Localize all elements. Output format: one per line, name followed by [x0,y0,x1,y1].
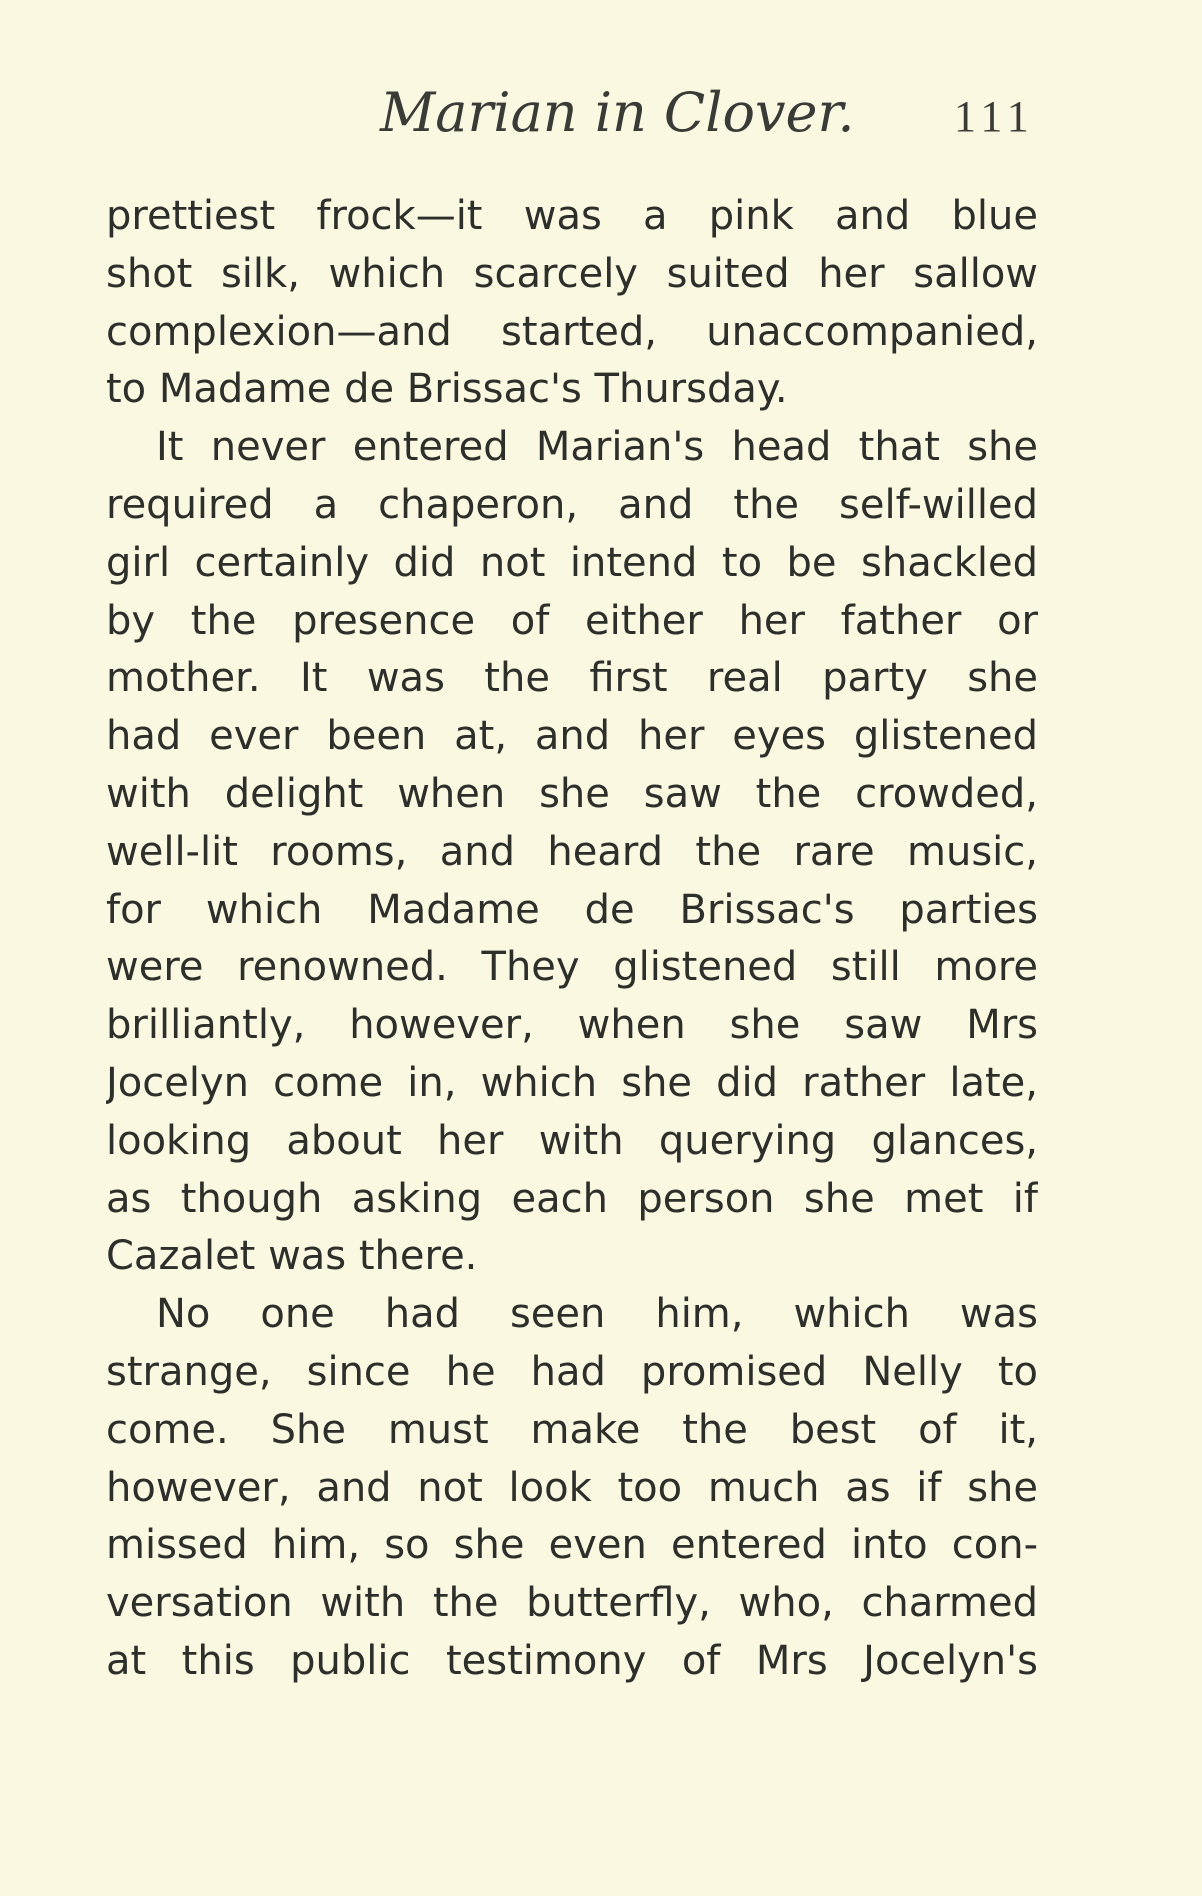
text-line: by the presence of either her father or [106,597,1038,644]
text-line: brilliantly, however, when she saw Mrs [106,1002,1038,1049]
text-line: required a chaperon, and the self-willed [106,481,1038,528]
text-line: versation with the butterfly, who, charmed [106,1580,1038,1627]
text-line: prettiest frock—it was a pink and blue [106,193,1038,239]
text-line: Jocelyn come in, which she did rather late, [106,1059,1038,1106]
text-line: had ever been at, and her eyes glistened [106,713,1038,760]
text-line: No one had seen him, which was [156,1291,1038,1338]
page-number: 111 [954,92,1035,141]
text-line: It never entered Marian's head that she [156,424,1038,471]
running-head [0,80,1202,150]
text-line: looking about her with querying glances, [106,1117,1038,1164]
text-line: Cazalet was there. [106,1233,478,1280]
text-line: for which Madame de Brissac's parties [106,886,1038,933]
text-line: girl certainly did not intend to be shackled [106,539,1038,586]
text-line: were renowned. They glistened still more [106,944,1038,991]
body-text [106,188,1038,1691]
text-line: complexion—and started, unaccompanied, [106,308,1038,355]
text-line: missed him, so she even entered into con- [106,1522,1038,1569]
text-line: mother. It was the first real party she [106,655,1038,702]
running-title: Marian in Clover. [380,81,855,144]
text-line: as though asking each person she met if [106,1175,1038,1222]
text-line: to Madame de Brissac's Thursday. [106,366,788,413]
text-line: with delight when she saw the crowded, [106,770,1038,817]
text-line: strange, since he had promised Nelly to [106,1348,1038,1395]
text-line: however, and not look too much as if she [106,1464,1038,1511]
text-line: come. She must make the best of it, [106,1406,1038,1453]
text-line: at this public testimony of Mrs Jocelyn's [106,1637,1038,1684]
text-line: shot silk, which scarcely suited her sallow [106,250,1038,297]
text-line: well-lit rooms, and heard the rare music, [106,828,1038,875]
